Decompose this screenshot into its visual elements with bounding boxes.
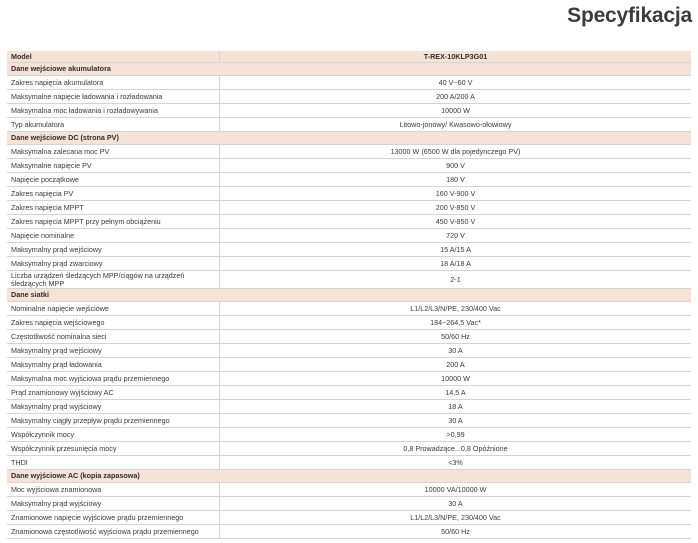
- table-row: [7, 104, 691, 118]
- table-header-row: [7, 51, 691, 63]
- spec-label: Znamionowa częstotliwość wyjściowa prądu przemiennego: [7, 525, 220, 539]
- table-row: [7, 428, 691, 442]
- table-row: [7, 271, 691, 289]
- spec-label: Częstotliwość nominalna sieci: [7, 330, 220, 344]
- spec-value: <3%: [220, 456, 692, 470]
- spec-label: Liczba urządzeń śledzących MPP/ciągów na urządzeń śledzących MPP: [7, 271, 220, 289]
- table-row: [7, 215, 691, 229]
- spec-table-body: [7, 51, 691, 539]
- spec-value: 180 V: [220, 173, 692, 187]
- spec-value: 184~264,5 Vac*: [220, 316, 692, 330]
- spec-value: 200 A/200 A: [220, 90, 692, 104]
- spec-label: Maksymalny prąd ładowania: [7, 358, 220, 372]
- spec-value: 10000 VA/10000 W: [220, 483, 692, 497]
- table-row: [7, 76, 691, 90]
- table-row: [7, 456, 691, 470]
- spec-label: Maksymalny prąd wejściowy: [7, 344, 220, 358]
- table-row: [7, 187, 691, 201]
- spec-value: 18 A/18 A: [220, 257, 692, 271]
- spec-label: Maksymalny prąd wyjściowy: [7, 400, 220, 414]
- section-header-row: [7, 63, 691, 76]
- spec-label: Maksymalna moc wyjściowa prądu przemiennego: [7, 372, 220, 386]
- spec-value: 14,5 A: [220, 386, 692, 400]
- spec-value: 200 V-850 V: [220, 201, 692, 215]
- spec-value: 50/60 Hz: [220, 330, 692, 344]
- table-row: [7, 400, 691, 414]
- section-title: Dane wyjściowe AC (kopia zapasowa): [7, 470, 691, 483]
- spec-value: 13000 W (6500 W dla pojedynczego PV): [220, 145, 692, 159]
- header-model: T-REX-10KLP3G01: [220, 51, 692, 63]
- spec-value: 200 A: [220, 358, 692, 372]
- table-row: [7, 386, 691, 400]
- table-row: [7, 243, 691, 257]
- table-row: [7, 330, 691, 344]
- spec-table: [7, 51, 691, 539]
- spec-value: 10000 W: [220, 104, 692, 118]
- spec-label: Typ akumulatora: [7, 118, 220, 132]
- spec-label: Nominalne napięcie wejściowe: [7, 302, 220, 316]
- table-row: [7, 118, 691, 132]
- spec-label: Moc wyjściowa znamionowa: [7, 483, 220, 497]
- table-row: [7, 525, 691, 539]
- spec-label: Maksymalna moc ładowania i rozładowywania: [7, 104, 220, 118]
- spec-value: 10000 W: [220, 372, 692, 386]
- spec-value: 50/60 Hz: [220, 525, 692, 539]
- spec-value: 0,8 Prowadzące...0,8 Opóźnione: [220, 442, 692, 456]
- spec-label: Współczynnik mocy: [7, 428, 220, 442]
- spec-value: 30 A: [220, 414, 692, 428]
- table-row: [7, 90, 691, 104]
- table-row: [7, 358, 691, 372]
- table-row: [7, 483, 691, 497]
- spec-label: Maksymalny prąd wyjściowy: [7, 497, 220, 511]
- section-title: Dane wejściowe akumulatora: [7, 63, 691, 76]
- spec-label: Maksymalne napięcie PV: [7, 159, 220, 173]
- spec-label: Maksymalny ciągły przepływ prądu przemiennego: [7, 414, 220, 428]
- section-header-row: [7, 132, 691, 145]
- table-row: [7, 344, 691, 358]
- spec-label: Maksymalny prąd wejściowy: [7, 243, 220, 257]
- spec-label: Współczynnik przesunięcia mocy: [7, 442, 220, 456]
- spec-label: Zakres napięcia akumulatora: [7, 76, 220, 90]
- section-header-row: [7, 289, 691, 302]
- table-row: [7, 511, 691, 525]
- spec-label: Napięcie nominalne: [7, 229, 220, 243]
- section-header-row: [7, 470, 691, 483]
- table-row: [7, 302, 691, 316]
- spec-value: 18 A: [220, 400, 692, 414]
- spec-label: Prąd znamionowy wyjściowy AC: [7, 386, 220, 400]
- spec-value: L1/L2/L3/N/PE, 230/400 Vac: [220, 511, 692, 525]
- table-row: [7, 316, 691, 330]
- spec-label: Maksymalne napięcie ładowania i rozładowania: [7, 90, 220, 104]
- spec-label: Znamionowe napięcie wyjściowe prądu przemiennego: [7, 511, 220, 525]
- table-row: [7, 201, 691, 215]
- page-title: Specyfikacja: [567, 4, 692, 27]
- spec-label: Maksymalna zalecana moc PV: [7, 145, 220, 159]
- table-row: [7, 145, 691, 159]
- section-title: Dane siatki: [7, 289, 691, 302]
- spec-label: Zakres napięcia MPPT przy pełnym obciążeniu: [7, 215, 220, 229]
- spec-value: >0,99: [220, 428, 692, 442]
- section-title: Dane wejściowe DC (strona PV): [7, 132, 691, 145]
- spec-label: Maksymalny prąd zwarciowy: [7, 257, 220, 271]
- spec-value: 900 V: [220, 159, 692, 173]
- spec-label: Napięcie początkowe: [7, 173, 220, 187]
- spec-value: 40 V~60 V: [220, 76, 692, 90]
- spec-value: 2-1: [220, 271, 692, 289]
- table-row: [7, 257, 691, 271]
- table-row: [7, 159, 691, 173]
- table-row: [7, 497, 691, 511]
- spec-value: 30 A: [220, 344, 692, 358]
- table-row: [7, 372, 691, 386]
- spec-value: 30 A: [220, 497, 692, 511]
- spec-value: 160 V-900 V: [220, 187, 692, 201]
- table-row: [7, 229, 691, 243]
- spec-label: Zakres napięcia PV: [7, 187, 220, 201]
- header-label: Model: [7, 51, 220, 63]
- spec-value: 450 V-850 V: [220, 215, 692, 229]
- table-row: [7, 173, 691, 187]
- spec-label: Zakres napięcia wejściowego: [7, 316, 220, 330]
- spec-label: THDI: [7, 456, 220, 470]
- spec-value: Litowo-jonowy/ Kwasowo-ołowiowy: [220, 118, 692, 132]
- spec-label: Zakres napięcia MPPT: [7, 201, 220, 215]
- table-row: [7, 414, 691, 428]
- spec-value: 720 V: [220, 229, 692, 243]
- table-row: [7, 442, 691, 456]
- spec-value: L1/L2/L3/N/PE, 230/400 Vac: [220, 302, 692, 316]
- spec-value: 15 A/15 A: [220, 243, 692, 257]
